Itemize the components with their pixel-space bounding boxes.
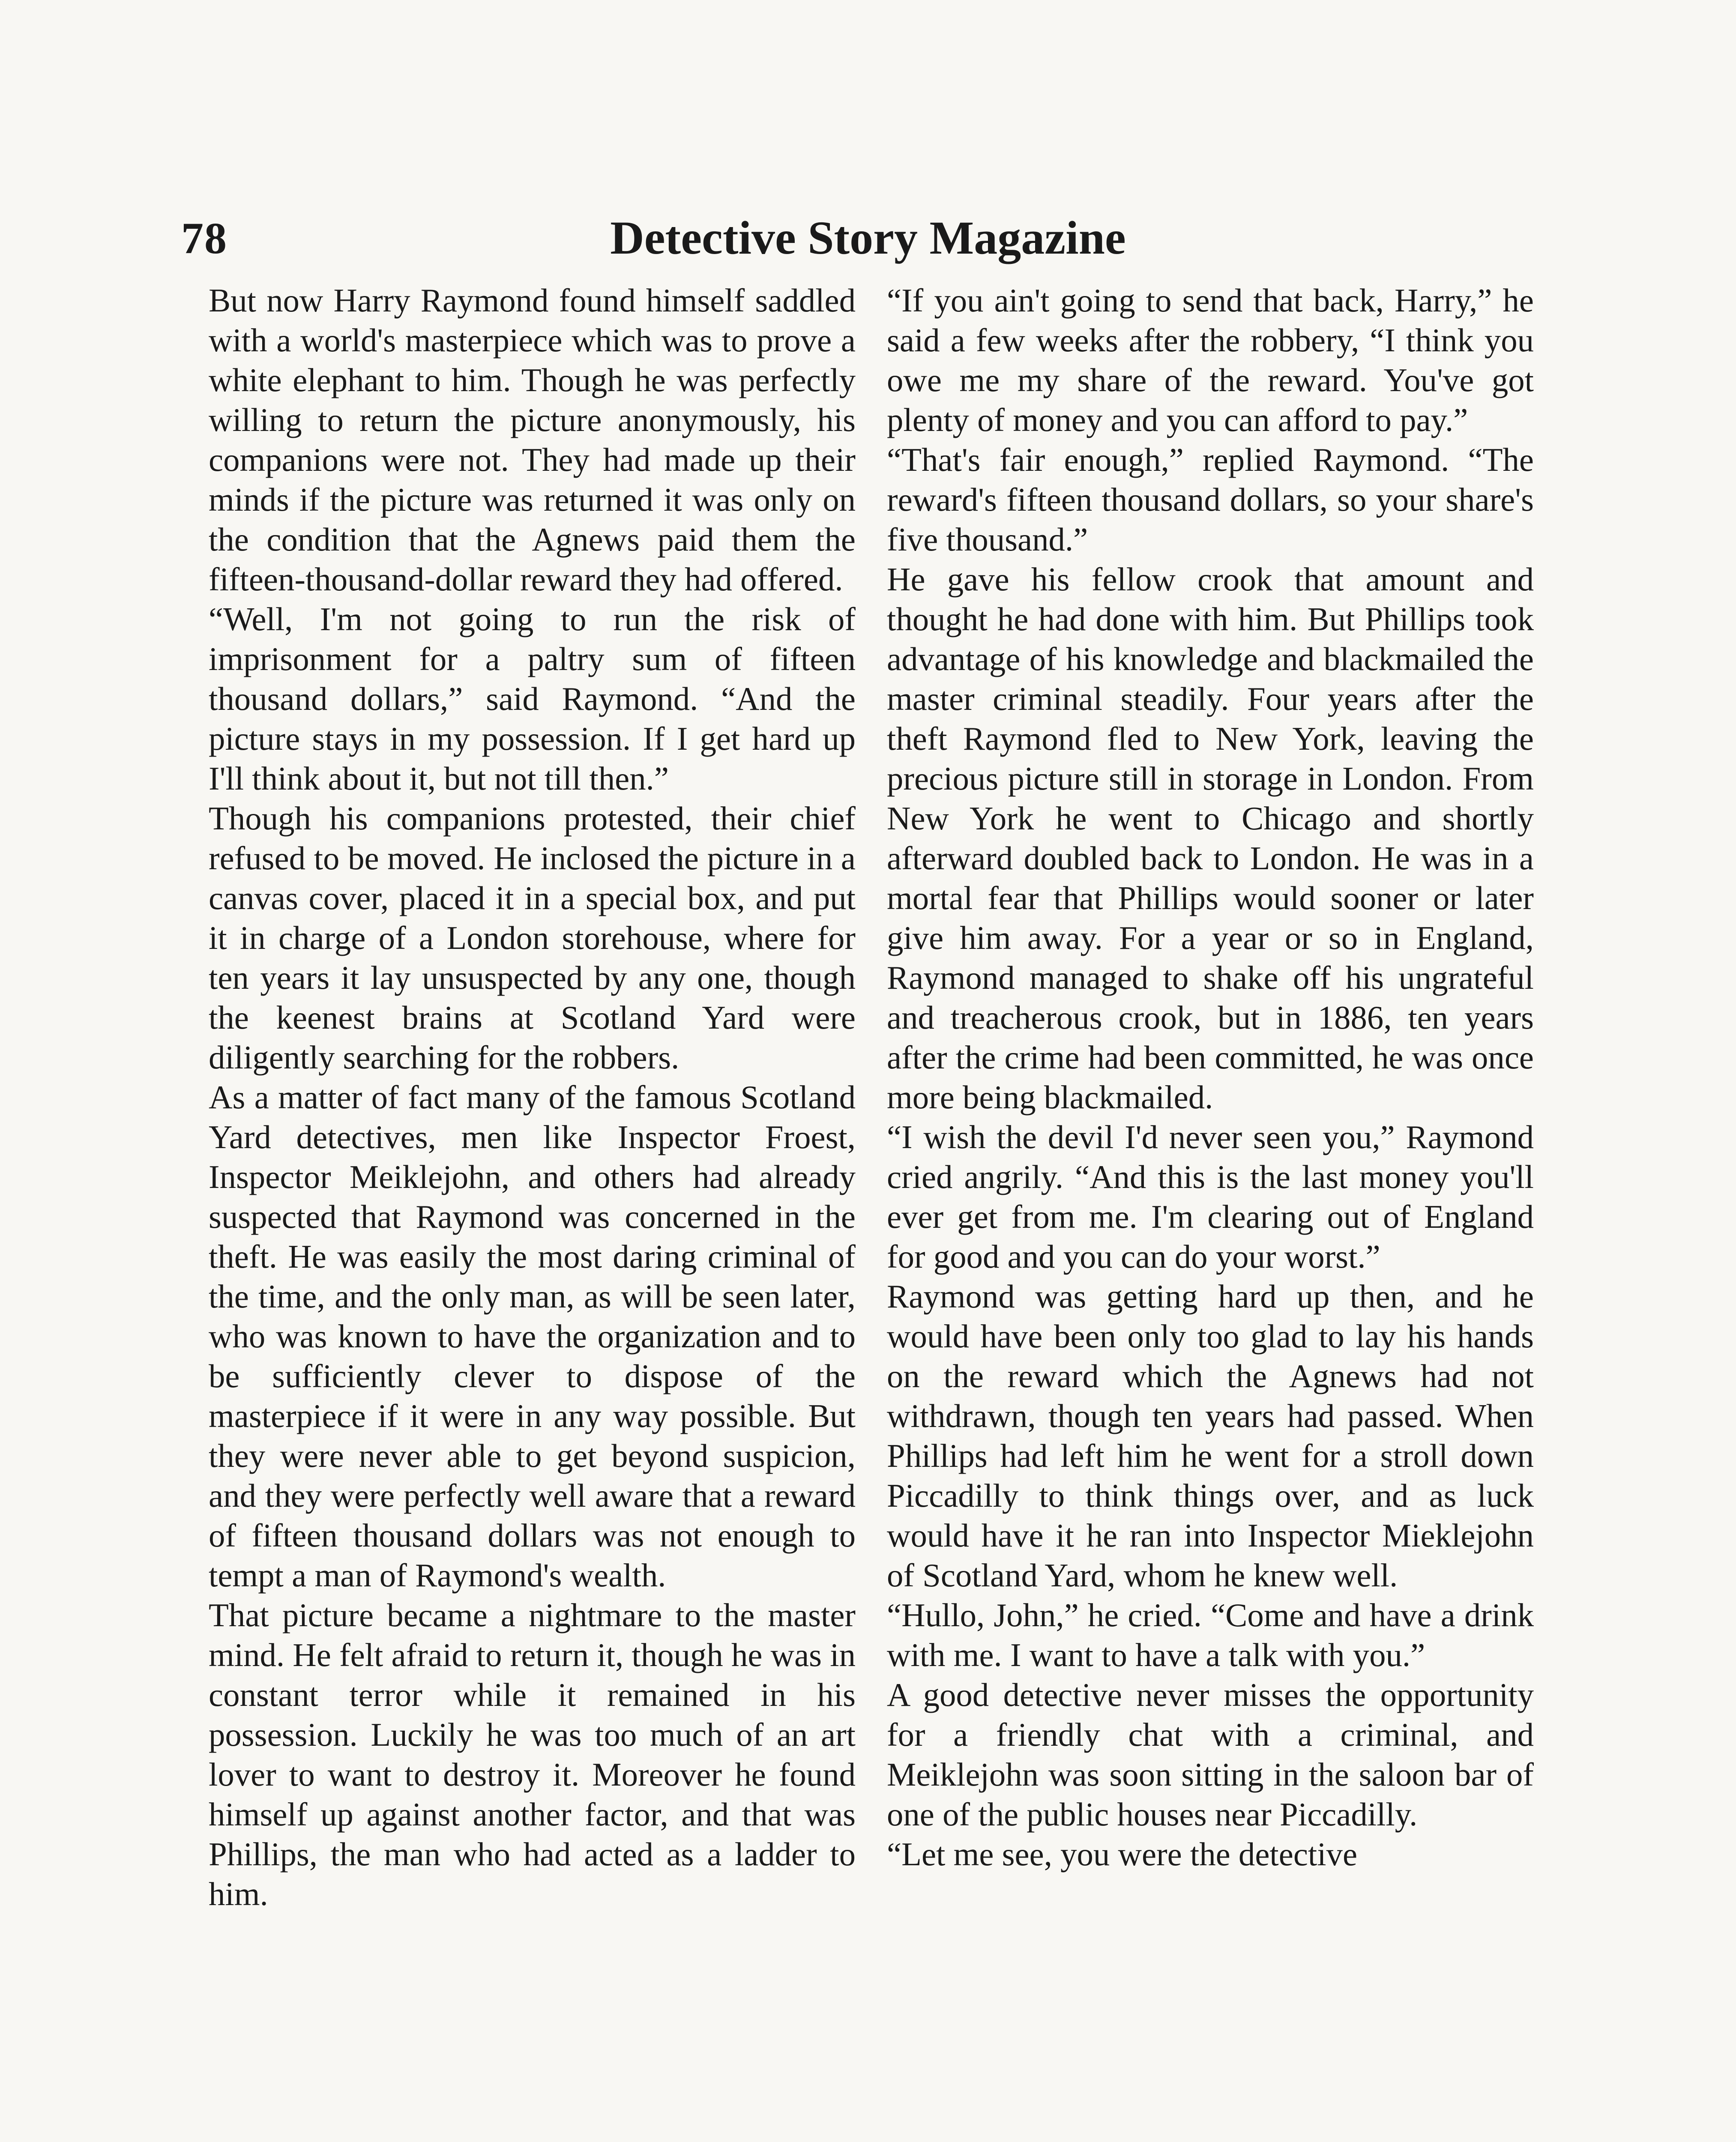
paragraph: But now Harry Raymond found himself saddled with a world's masterpiece which was to prove a white elephant to him. Though he was perfectly willing to return the picture anonymously, his companions were not. They had made up their minds if the picture was returned it was only on the condition that the Agnews paid them the fifteen-thousand-dollar reward they had offered. xyxy=(209,282,856,598)
paragraph: “Let me see, you were the detective xyxy=(887,1836,1358,1873)
paragraph: “That's fair enough,” replied Raymond. “The reward's fifteen thousand dollars, so your share's five thousand.” xyxy=(887,442,1534,558)
paragraph: “I wish the devil I'd never seen you,” Raymond cried angrily. “And this is the last money you'll ever get from me. I'm clearing out of England for good and you can do your worst.” xyxy=(887,1119,1534,1275)
paragraph: Raymond was getting hard up then, and he would have been only too glad to lay his hands on the reward which the Agnews had not withdrawn, though ten years had passed. When Phillips had left him he went for a stroll down Piccadilly to think things over, and as luck would have it he ran into Inspector Mieklejohn of Scotland Yard, whom he knew well. xyxy=(887,1278,1534,1594)
paragraph: A good detective never misses the opportunity for a friendly chat with a criminal, and Meiklejohn was soon sitting in the saloon bar of one of the public houses near Piccadilly. xyxy=(887,1677,1534,1833)
right-column xyxy=(887,281,1534,1874)
paragraph: That picture became a nightmare to the master mind. He felt afraid to return it, though he was in constant terror while it remained in his possession. Luckily he was too much of an art lover to want to destroy it. Moreover he found himself up against another factor, and that was Phillips, the man who had acted as a ladder to him. xyxy=(209,1597,856,1912)
magazine-title: Detective Story Magazine xyxy=(610,212,1126,264)
left-column xyxy=(209,281,856,1914)
paragraph: As a matter of fact many of the famous Scotland Yard detectives, men like Inspector Froest, Inspector Meiklejohn, and others had already suspected that Raymond was concerned in the theft. He was easily the most daring criminal of the time, and the only man, as will be seen later, who was known to have the organization and to be sufficiently clever to dispose of the masterpiece if it were in any way possible. But they were never able to get beyond suspicion, and they were perfectly well aware that a reward of fifteen thousand dollars was not enough to tempt a man of Raymond's wealth. xyxy=(209,1079,856,1594)
paragraph: “Well, I'm not going to run the risk of imprisonment for a paltry sum of fifteen thousand dollars,” said Raymond. “And the picture stays in my possession. If I get hard up I'll think about it, but not till then.” xyxy=(209,601,856,797)
paragraph: “If you ain't going to send that back, Harry,” he said a few weeks after the robbery, “I think you owe me my share of the reward. You've got plenty of money and you can afford to pay.” xyxy=(887,282,1534,438)
page-number: 78 xyxy=(181,214,227,263)
paragraph: “Hullo, John,” he cried. “Come and have a drink with me. I want to have a talk with you.” xyxy=(887,1597,1534,1673)
paragraph: Though his companions protested, their chief refused to be moved. He inclosed the picture in a canvas cover, placed it in a special box, and put it in charge of a London storehouse, where for ten years it lay unsuspected by any one, though the keenest brains at Scotland Yard were diligently searching for the robbers. xyxy=(209,800,856,1076)
paragraph: He gave his fellow crook that amount and thought he had done with him. But Phillips took advantage of his knowledge and blackmailed the master criminal steadily. Four years after the theft Raymond fled to New York, leaving the precious picture still in storage in London. From New York he went to Chicago and shortly afterward doubled back to London. He was in a mortal fear that Phillips would sooner or later give him away. For a year or so in England, Raymond managed to shake off his ungrateful and treacherous crook, but in 1886, ten years after the crime had been committed, he was once more being blackmailed. xyxy=(887,561,1534,1116)
